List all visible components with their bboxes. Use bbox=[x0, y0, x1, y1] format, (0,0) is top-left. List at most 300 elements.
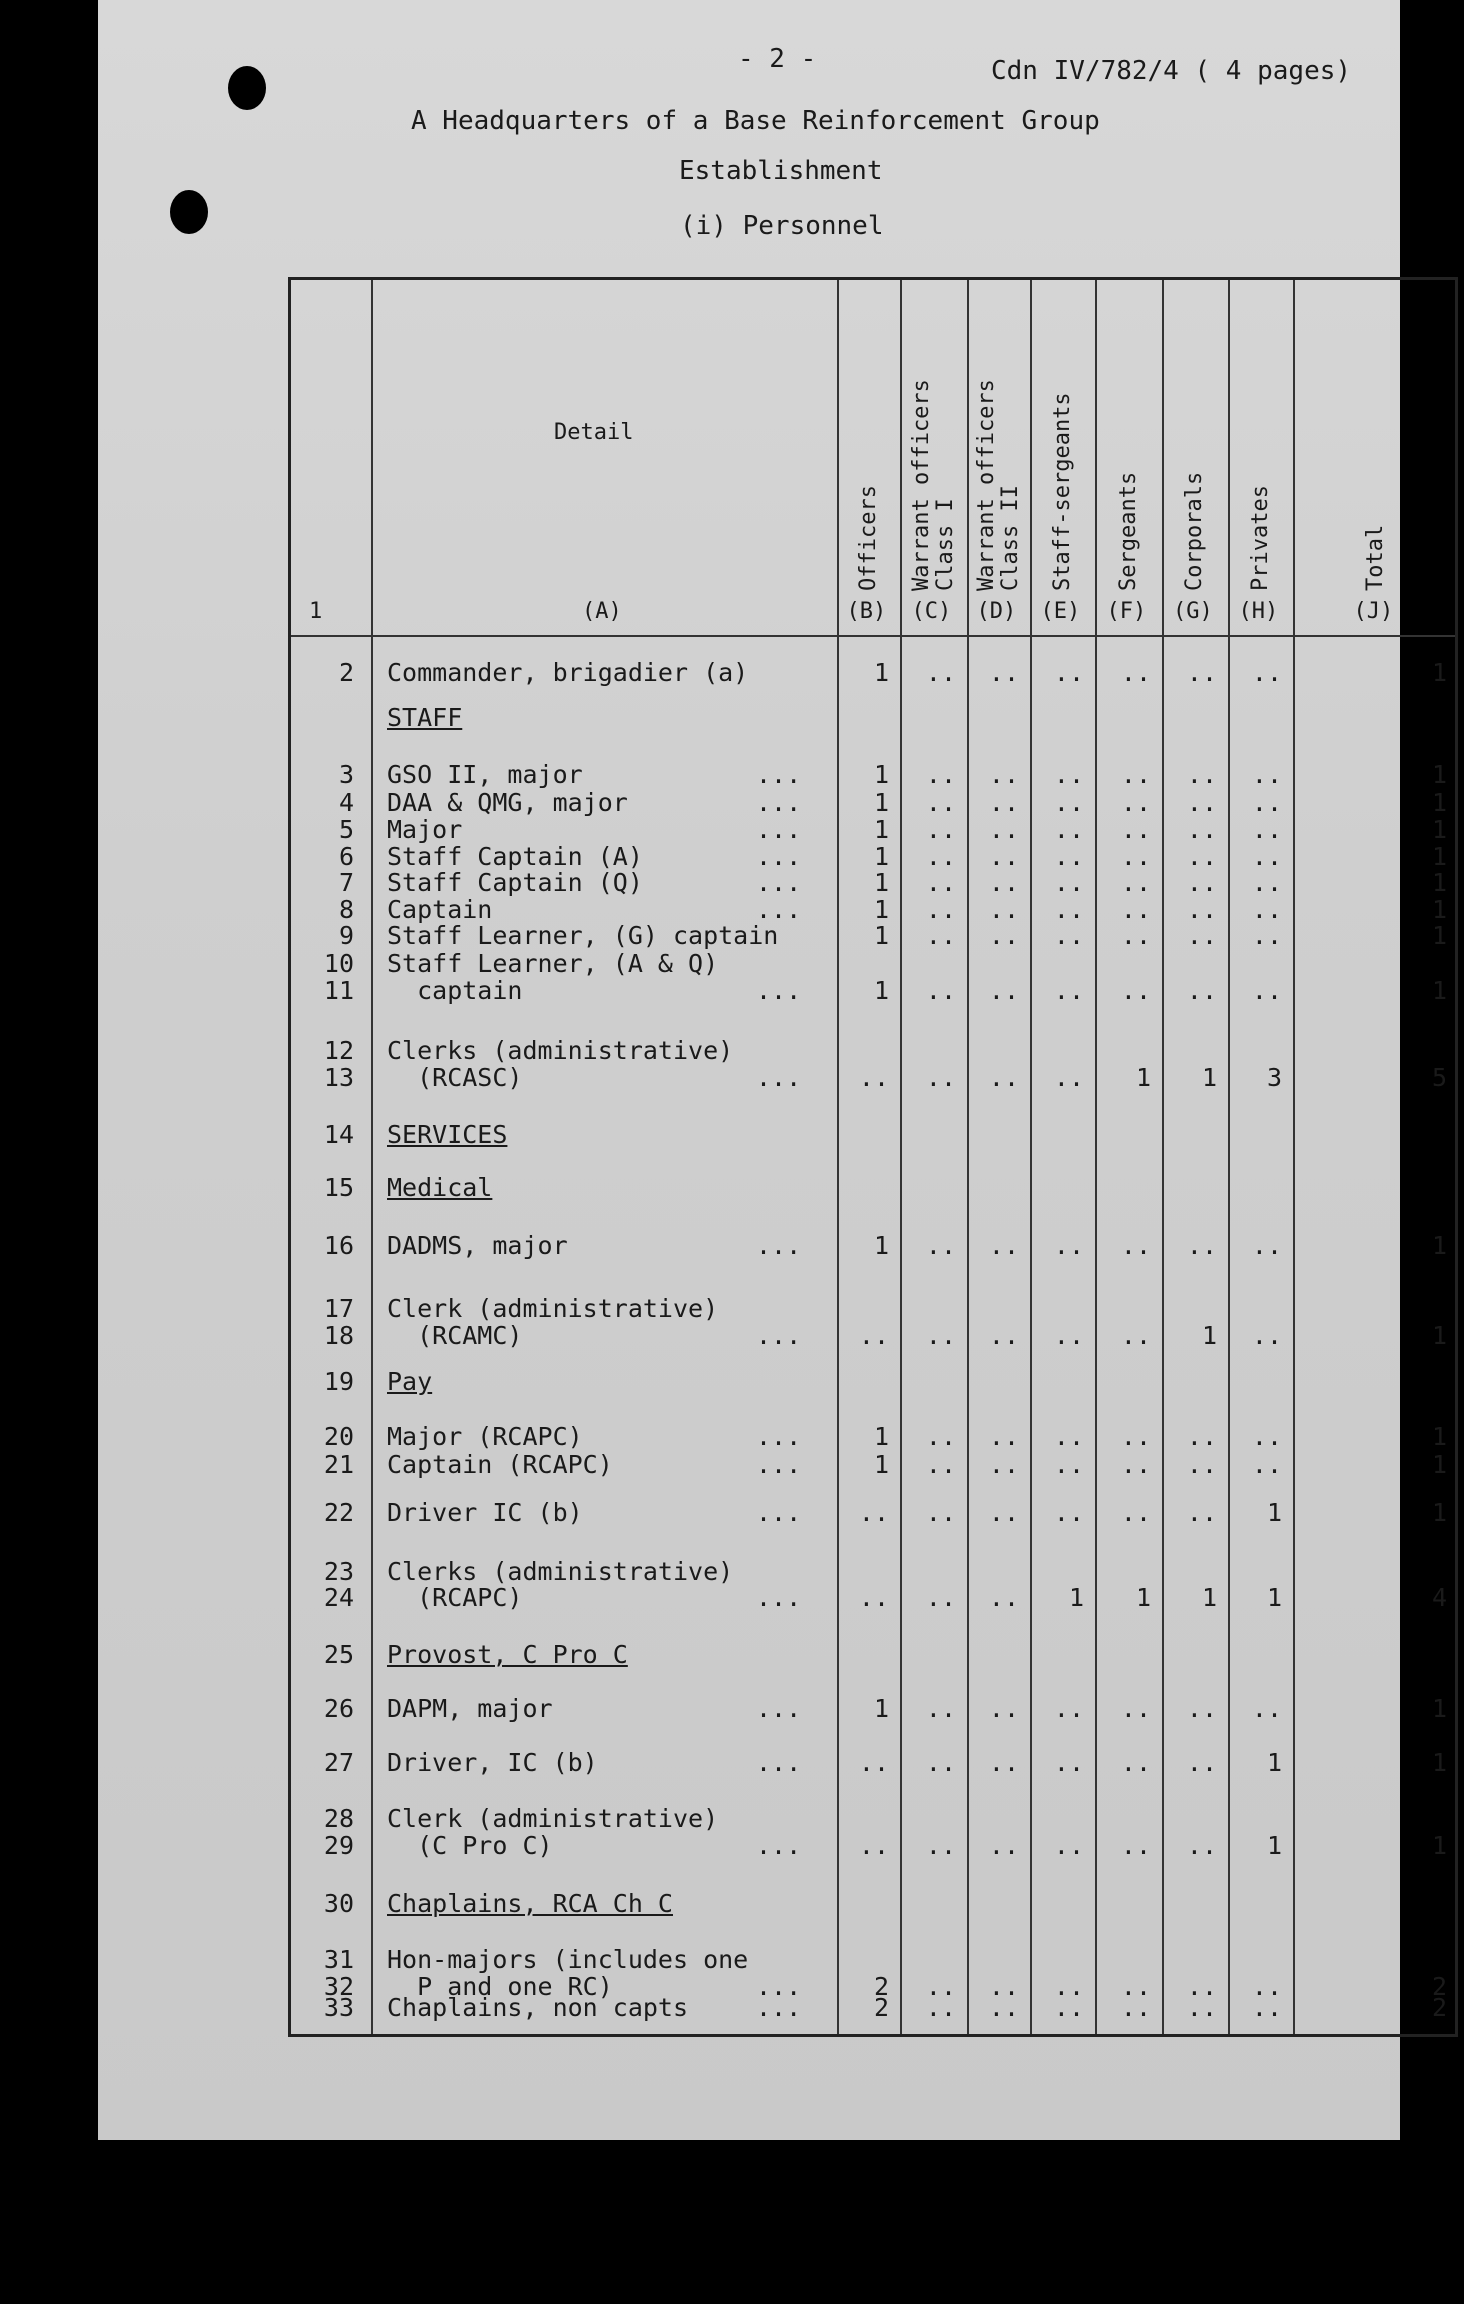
cell-e: .. bbox=[1053, 1498, 1084, 1527]
cell-h: .. bbox=[1251, 815, 1282, 844]
cell-g: .. bbox=[1186, 1450, 1217, 1479]
cell-h: .. bbox=[1251, 1972, 1282, 2001]
row-detail: Driver, IC (b) bbox=[387, 1748, 598, 1777]
cell-h: .. bbox=[1251, 842, 1282, 871]
row-number: 4 bbox=[338, 788, 354, 817]
table-row bbox=[291, 1063, 1455, 1091]
column-header-g: Corporals bbox=[1182, 471, 1207, 591]
leader-dots: ... bbox=[756, 1422, 802, 1451]
row-detail: Clerk (administrative) bbox=[387, 1804, 719, 1833]
cell-f: .. bbox=[1120, 1694, 1151, 1723]
cell-d: .. bbox=[988, 1321, 1019, 1350]
cell-h: 1 bbox=[1266, 1748, 1282, 1777]
row-number: 22 bbox=[323, 1498, 354, 1527]
document-page bbox=[98, 0, 1447, 2140]
cell-b: .. bbox=[858, 1748, 889, 1777]
cell-g: .. bbox=[1186, 921, 1217, 950]
cell-j: 1 bbox=[1431, 1748, 1447, 1777]
column-header-d: Warrant officers Class II bbox=[973, 379, 1023, 591]
column-letter-num: 1 bbox=[309, 599, 323, 624]
cell-j: 1 bbox=[1431, 1498, 1447, 1527]
cell-h: .. bbox=[1251, 788, 1282, 817]
cell-b: 1 bbox=[873, 1694, 889, 1723]
punch-hole bbox=[228, 66, 266, 110]
table-row bbox=[291, 868, 1455, 896]
table-row bbox=[291, 1173, 1455, 1201]
row-number: 13 bbox=[323, 1063, 354, 1092]
cell-d: .. bbox=[988, 976, 1019, 1005]
table-row bbox=[291, 1831, 1455, 1859]
cell-h: .. bbox=[1251, 1993, 1282, 2022]
cell-f: .. bbox=[1120, 760, 1151, 789]
table-row bbox=[291, 1422, 1455, 1450]
row-number: 21 bbox=[323, 1450, 354, 1479]
cell-c: .. bbox=[925, 1063, 956, 1092]
cell-d: .. bbox=[988, 1231, 1019, 1260]
cell-j: 1 bbox=[1431, 1422, 1447, 1451]
row-number: 29 bbox=[323, 1831, 354, 1860]
cell-c: .. bbox=[925, 1450, 956, 1479]
leader-dots: ... bbox=[756, 976, 802, 1005]
table-row bbox=[291, 949, 1455, 977]
cell-c: .. bbox=[925, 1498, 956, 1527]
column-letter-d: (D) bbox=[976, 599, 1017, 624]
table-row bbox=[291, 1640, 1455, 1668]
table-row bbox=[291, 760, 1455, 788]
row-number: 17 bbox=[323, 1294, 354, 1323]
cell-d: .. bbox=[988, 1063, 1019, 1092]
section-heading: Provost, C Pro C bbox=[387, 1640, 628, 1669]
cell-c: .. bbox=[925, 658, 956, 687]
cell-c: .. bbox=[925, 895, 956, 924]
cell-f: .. bbox=[1120, 1422, 1151, 1451]
row-number: 3 bbox=[338, 760, 354, 789]
cell-h: .. bbox=[1251, 921, 1282, 950]
leader-dots: ... bbox=[756, 1831, 802, 1860]
cell-c: .. bbox=[925, 1231, 956, 1260]
cell-c: .. bbox=[925, 868, 956, 897]
cell-b: 2 bbox=[873, 1972, 889, 2001]
row-number: 12 bbox=[323, 1036, 354, 1065]
cell-j: 2 bbox=[1431, 1972, 1447, 2001]
cell-d: .. bbox=[988, 1972, 1019, 2001]
cell-d: .. bbox=[988, 658, 1019, 687]
cell-h: .. bbox=[1251, 760, 1282, 789]
cell-e: .. bbox=[1053, 1993, 1084, 2022]
cell-h: .. bbox=[1251, 976, 1282, 1005]
column-letter-j: (J) bbox=[1353, 599, 1394, 624]
row-number: 30 bbox=[323, 1889, 354, 1918]
cell-f: 1 bbox=[1135, 1583, 1151, 1612]
cell-d: .. bbox=[988, 895, 1019, 924]
table-row bbox=[291, 1231, 1455, 1259]
cell-e: .. bbox=[1053, 1831, 1084, 1860]
row-detail: Clerk (administrative) bbox=[387, 1294, 719, 1323]
row-number: 33 bbox=[323, 1993, 354, 2022]
cell-g: .. bbox=[1186, 1748, 1217, 1777]
column-header-j: Total bbox=[1362, 524, 1388, 591]
row-detail: Chaplains, non capts bbox=[387, 1993, 689, 2022]
row-detail: DAPM, major bbox=[387, 1694, 553, 1723]
cell-f: .. bbox=[1120, 1450, 1151, 1479]
row-number: 8 bbox=[338, 895, 354, 924]
table-row bbox=[291, 1367, 1455, 1395]
leader-dots: ... bbox=[756, 1972, 802, 2001]
cell-e: .. bbox=[1053, 1694, 1084, 1723]
cell-h: .. bbox=[1251, 1231, 1282, 1260]
document-reference: Cdn IV/782/4 ( 4 pages) bbox=[991, 56, 1352, 86]
cell-j: 1 bbox=[1431, 788, 1447, 817]
cell-j: 1 bbox=[1431, 1321, 1447, 1350]
cell-f: .. bbox=[1120, 1993, 1151, 2022]
cell-g: .. bbox=[1186, 658, 1217, 687]
cell-b: 1 bbox=[873, 895, 889, 924]
row-detail: Captain (RCAPC) bbox=[387, 1450, 613, 1479]
cell-d: .. bbox=[988, 1422, 1019, 1451]
cell-d: .. bbox=[988, 1450, 1019, 1479]
table-row bbox=[291, 842, 1455, 870]
document-subtitle: Establishment bbox=[679, 156, 883, 186]
cell-e: .. bbox=[1053, 1972, 1084, 2001]
row-detail: (RCAPC) bbox=[387, 1583, 523, 1612]
table-row bbox=[291, 1583, 1455, 1611]
column-letter-g: (G) bbox=[1173, 599, 1213, 624]
cell-e: .. bbox=[1053, 815, 1084, 844]
cell-e: .. bbox=[1053, 658, 1084, 687]
cell-g: .. bbox=[1186, 788, 1217, 817]
cell-b: 1 bbox=[873, 1231, 889, 1260]
cell-g: .. bbox=[1186, 1422, 1217, 1451]
cell-f: .. bbox=[1120, 895, 1151, 924]
row-detail: P and one RC) bbox=[387, 1972, 613, 2001]
cell-f: .. bbox=[1120, 842, 1151, 871]
cell-j: 1 bbox=[1431, 658, 1447, 687]
cell-c: .. bbox=[925, 1422, 956, 1451]
cell-e: .. bbox=[1053, 1748, 1084, 1777]
row-number: 25 bbox=[323, 1640, 354, 1669]
cell-f: 1 bbox=[1135, 1063, 1151, 1092]
row-detail: (RCAMC) bbox=[387, 1321, 523, 1350]
cell-b: 2 bbox=[873, 1993, 889, 2022]
cell-e: .. bbox=[1053, 760, 1084, 789]
cell-b: 1 bbox=[873, 760, 889, 789]
cell-j: 1 bbox=[1431, 815, 1447, 844]
column-letter-c: (C) bbox=[911, 599, 952, 624]
leader-dots: ... bbox=[756, 868, 802, 897]
cell-d: .. bbox=[988, 868, 1019, 897]
cell-e: .. bbox=[1053, 895, 1084, 924]
cell-j: 1 bbox=[1431, 868, 1447, 897]
cell-e: 1 bbox=[1068, 1583, 1084, 1612]
section-title: (i) Personnel bbox=[680, 211, 884, 241]
row-number: 7 bbox=[338, 868, 354, 897]
row-number: 27 bbox=[323, 1748, 354, 1777]
table-row bbox=[291, 1120, 1455, 1148]
cell-b: .. bbox=[858, 1831, 889, 1860]
cell-e: .. bbox=[1053, 976, 1084, 1005]
table-row bbox=[291, 895, 1455, 923]
leader-dots: ... bbox=[756, 788, 802, 817]
table-row bbox=[291, 1557, 1455, 1585]
leader-dots: ... bbox=[756, 1231, 802, 1260]
row-detail: (RCASC) bbox=[387, 1063, 523, 1092]
cell-g: .. bbox=[1186, 815, 1217, 844]
cell-e: .. bbox=[1053, 1422, 1084, 1451]
column-letter-e: (E) bbox=[1040, 599, 1081, 624]
cell-j: 4 bbox=[1431, 1583, 1447, 1612]
row-number: 11 bbox=[323, 976, 354, 1005]
cell-b: 1 bbox=[873, 788, 889, 817]
cell-f: .. bbox=[1120, 658, 1151, 687]
cell-f: .. bbox=[1120, 1831, 1151, 1860]
cell-g: .. bbox=[1186, 1993, 1217, 2022]
row-detail: Staff Captain (Q) bbox=[387, 868, 643, 897]
cell-h: .. bbox=[1251, 1422, 1282, 1451]
cell-j: 1 bbox=[1431, 976, 1447, 1005]
column-letter-detail: (A) bbox=[582, 599, 622, 624]
cell-h: 3 bbox=[1266, 1063, 1282, 1092]
column-header-f: Sergeants bbox=[1115, 471, 1141, 591]
cell-d: .. bbox=[988, 1498, 1019, 1527]
cell-g: 1 bbox=[1201, 1063, 1217, 1092]
table-row bbox=[291, 1889, 1455, 1917]
leader-dots: ... bbox=[756, 1450, 802, 1479]
cell-f: .. bbox=[1120, 1231, 1151, 1260]
cell-j: 1 bbox=[1431, 1831, 1447, 1860]
leader-dots: ... bbox=[756, 895, 802, 924]
row-detail: Staff Learner, (A & Q) bbox=[387, 949, 719, 978]
cell-g: 1 bbox=[1201, 1321, 1217, 1350]
cell-c: .. bbox=[925, 842, 956, 871]
cell-g: .. bbox=[1186, 1231, 1217, 1260]
cell-g: .. bbox=[1186, 1831, 1217, 1860]
cell-f: .. bbox=[1120, 815, 1151, 844]
table-row bbox=[291, 1321, 1455, 1349]
cell-g: .. bbox=[1186, 895, 1217, 924]
table-row bbox=[291, 788, 1455, 816]
column-header-detail: Detail bbox=[554, 420, 634, 445]
cell-c: .. bbox=[925, 1972, 956, 2001]
cell-d: .. bbox=[988, 760, 1019, 789]
cell-c: .. bbox=[925, 976, 956, 1005]
cell-j: 2 bbox=[1431, 1993, 1447, 2022]
cell-h: .. bbox=[1251, 1321, 1282, 1350]
table-row bbox=[291, 1945, 1455, 1973]
cell-g: .. bbox=[1186, 976, 1217, 1005]
cell-b: 1 bbox=[873, 815, 889, 844]
row-number: 9 bbox=[338, 921, 354, 950]
cell-h: .. bbox=[1251, 658, 1282, 687]
cell-j: 1 bbox=[1431, 895, 1447, 924]
row-detail: Clerks (administrative) bbox=[387, 1036, 734, 1065]
cell-g: .. bbox=[1186, 842, 1217, 871]
table-row bbox=[291, 1993, 1455, 2021]
cell-f: .. bbox=[1120, 1748, 1151, 1777]
leader-dots: ... bbox=[756, 1063, 802, 1092]
leader-dots: ... bbox=[756, 760, 802, 789]
page-number: - 2 - bbox=[738, 44, 817, 74]
cell-c: .. bbox=[925, 815, 956, 844]
leader-dots: ... bbox=[756, 1694, 802, 1723]
row-number: 26 bbox=[323, 1694, 354, 1723]
cell-j: 1 bbox=[1431, 1450, 1447, 1479]
cell-e: .. bbox=[1053, 788, 1084, 817]
row-number: 24 bbox=[323, 1583, 354, 1612]
cell-c: .. bbox=[925, 921, 956, 950]
cell-b: .. bbox=[858, 1321, 889, 1350]
cell-c: .. bbox=[925, 760, 956, 789]
punch-hole bbox=[170, 190, 208, 234]
table-row bbox=[291, 1748, 1455, 1776]
column-letter-b: (B) bbox=[846, 599, 887, 624]
row-detail: Staff Learner, (G) captain bbox=[387, 921, 779, 950]
cell-b: 1 bbox=[873, 1422, 889, 1451]
leader-dots: ... bbox=[756, 1498, 802, 1527]
cell-c: .. bbox=[925, 1321, 956, 1350]
cell-f: .. bbox=[1120, 868, 1151, 897]
cell-d: .. bbox=[988, 788, 1019, 817]
cell-h: 1 bbox=[1266, 1583, 1282, 1612]
cell-f: .. bbox=[1120, 1321, 1151, 1350]
column-header-c: Warrant officers Class I bbox=[908, 379, 958, 591]
cell-b: 1 bbox=[873, 868, 889, 897]
cell-b: 1 bbox=[873, 1450, 889, 1479]
table-row bbox=[291, 658, 1455, 686]
row-detail: Captain bbox=[387, 895, 493, 924]
row-detail: Commander, brigadier (a) bbox=[387, 658, 749, 687]
establishment-table bbox=[288, 277, 1458, 2037]
cell-f: .. bbox=[1120, 788, 1151, 817]
table-row bbox=[291, 1694, 1455, 1722]
row-number: 5 bbox=[338, 815, 354, 844]
cell-h: .. bbox=[1251, 1694, 1282, 1723]
row-number: 28 bbox=[323, 1804, 354, 1833]
table-row bbox=[291, 1294, 1455, 1322]
cell-h: 1 bbox=[1266, 1831, 1282, 1860]
row-number: 6 bbox=[338, 842, 354, 871]
row-detail: GSO II, major bbox=[387, 760, 583, 789]
cell-b: .. bbox=[858, 1063, 889, 1092]
cell-c: .. bbox=[925, 1993, 956, 2022]
cell-c: .. bbox=[925, 1583, 956, 1612]
row-number: 23 bbox=[323, 1557, 354, 1586]
row-number: 10 bbox=[323, 949, 354, 978]
cell-b: .. bbox=[858, 1583, 889, 1612]
cell-b: 1 bbox=[873, 842, 889, 871]
cell-g: .. bbox=[1186, 1972, 1217, 2001]
row-number: 16 bbox=[323, 1231, 354, 1260]
cell-j: 1 bbox=[1431, 842, 1447, 871]
row-number: 14 bbox=[323, 1120, 354, 1149]
row-detail: DAA & QMG, major bbox=[387, 788, 628, 817]
column-letter-h: (H) bbox=[1238, 599, 1279, 624]
table-row bbox=[291, 1804, 1455, 1832]
row-detail: DADMS, major bbox=[387, 1231, 568, 1260]
section-heading: Pay bbox=[387, 1367, 433, 1396]
cell-j: 1 bbox=[1431, 921, 1447, 950]
table-row bbox=[291, 815, 1455, 843]
cell-f: .. bbox=[1120, 1972, 1151, 2001]
leader-dots: ... bbox=[756, 1748, 802, 1777]
cell-g: 1 bbox=[1201, 1583, 1217, 1612]
table-row bbox=[291, 1498, 1455, 1526]
cell-b: 1 bbox=[873, 658, 889, 687]
cell-j: 1 bbox=[1431, 1694, 1447, 1723]
column-letter-f: (F) bbox=[1106, 599, 1147, 624]
row-number: 2 bbox=[338, 658, 354, 687]
row-number: 20 bbox=[323, 1422, 354, 1451]
cell-e: .. bbox=[1053, 842, 1084, 871]
table-row bbox=[291, 976, 1455, 1004]
row-detail: (C Pro C) bbox=[387, 1831, 553, 1860]
leader-dots: ... bbox=[756, 1321, 802, 1350]
cell-d: .. bbox=[988, 815, 1019, 844]
cell-g: .. bbox=[1186, 868, 1217, 897]
cell-e: .. bbox=[1053, 1450, 1084, 1479]
cell-g: .. bbox=[1186, 1694, 1217, 1723]
cell-e: .. bbox=[1053, 1321, 1084, 1350]
cell-d: .. bbox=[988, 1694, 1019, 1723]
cell-e: .. bbox=[1053, 1063, 1084, 1092]
cell-f: .. bbox=[1120, 976, 1151, 1005]
cell-h: .. bbox=[1251, 868, 1282, 897]
header-divider bbox=[291, 635, 1455, 637]
cell-b: 1 bbox=[873, 921, 889, 950]
row-number: 15 bbox=[323, 1173, 354, 1202]
table-row bbox=[291, 703, 1455, 731]
cell-j: 5 bbox=[1431, 1063, 1447, 1092]
column-header-b: Officers bbox=[855, 485, 881, 591]
cell-d: .. bbox=[988, 1748, 1019, 1777]
section-heading: STAFF bbox=[387, 703, 463, 732]
row-detail: Major (RCAPC) bbox=[387, 1422, 583, 1451]
cell-d: .. bbox=[988, 1993, 1019, 2022]
leader-dots: ... bbox=[756, 815, 802, 844]
table-row bbox=[291, 1450, 1455, 1478]
leader-dots: ... bbox=[756, 1583, 802, 1612]
cell-c: .. bbox=[925, 788, 956, 817]
leader-dots: ... bbox=[756, 1993, 802, 2022]
row-detail: Clerks (administrative) bbox=[387, 1557, 734, 1586]
cell-g: .. bbox=[1186, 760, 1217, 789]
row-number: 18 bbox=[323, 1321, 354, 1350]
cell-h: .. bbox=[1251, 895, 1282, 924]
cell-c: .. bbox=[925, 1748, 956, 1777]
cell-j: 1 bbox=[1431, 760, 1447, 789]
column-header-h: Privates bbox=[1247, 485, 1273, 591]
cell-d: .. bbox=[988, 842, 1019, 871]
row-detail: Hon-majors (includes one bbox=[387, 1945, 749, 1974]
cell-b: 1 bbox=[873, 976, 889, 1005]
section-heading: SERVICES bbox=[387, 1120, 508, 1149]
table-row bbox=[291, 1036, 1455, 1064]
cell-d: .. bbox=[988, 921, 1019, 950]
cell-d: .. bbox=[988, 1831, 1019, 1860]
column-header-e: Staff-sergeants bbox=[1049, 392, 1075, 591]
document-title: A Headquarters of a Base Reinforcement Group bbox=[411, 106, 1100, 136]
cell-j: 1 bbox=[1431, 1231, 1447, 1260]
cell-h: .. bbox=[1251, 1450, 1282, 1479]
row-detail: Driver IC (b) bbox=[387, 1498, 583, 1527]
cell-c: .. bbox=[925, 1831, 956, 1860]
section-heading: Chaplains, RCA Ch C bbox=[387, 1889, 673, 1918]
cell-e: .. bbox=[1053, 1231, 1084, 1260]
row-number: 32 bbox=[323, 1972, 354, 2001]
cell-h: 1 bbox=[1266, 1498, 1282, 1527]
row-detail: captain bbox=[387, 976, 523, 1005]
cell-f: .. bbox=[1120, 921, 1151, 950]
row-number: 31 bbox=[323, 1945, 354, 1974]
